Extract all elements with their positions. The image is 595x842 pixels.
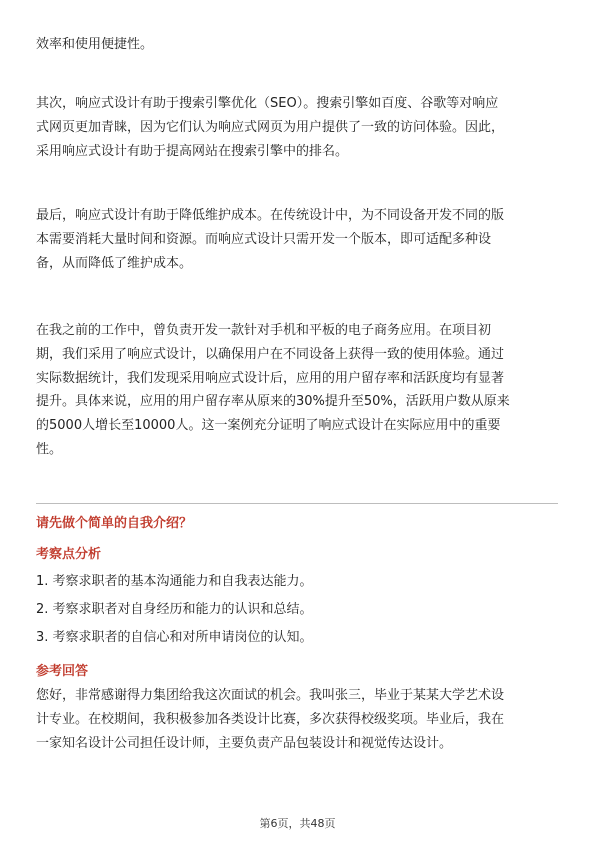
analysis-heading: 考察点分析: [36, 547, 102, 562]
answer-heading: 参考回答: [36, 664, 89, 679]
text-line: 计专业。在校期间，我积极参加各类设计比赛，多次获得校级奖项。毕业后，我在: [36, 711, 505, 727]
text-line: 提升。具体来说，应用的用户留存率从原来的30%提升至50%，活跃用户数从原来: [36, 394, 510, 410]
analysis-item: 3. 考察求职者的自信心和对所申请岗位的认知。: [36, 630, 313, 645]
text-line: 的5000人增长至10000人。这一案例充分证明了响应式设计在实际应用中的重要: [36, 418, 501, 434]
page-number: 第6页，共48页: [259, 817, 336, 830]
paragraph-seo: [36, 92, 558, 163]
text-line: 其次，响应式设计有助于搜索引擎优化（SEO）。搜索引擎如百度、谷歌等对响应: [36, 96, 499, 111]
section-divider: [36, 503, 558, 504]
text-line: 式网页更加青睐，因为它们认为响应式网页为用户提供了一致的访问体验。因此，: [36, 119, 505, 135]
text-line: 期，我们采用了响应式设计，以确保用户在不同设备上获得一致的使用体验。通过: [36, 346, 505, 362]
answer-paragraph: [36, 684, 558, 755]
paragraph-maintenance: [36, 204, 558, 275]
text-line: 一家知名设计公司担任设计师，主要负责产品包装设计和视觉传达设计。: [36, 735, 453, 751]
text-line: 本需要消耗大量时间和资源。而响应式设计只需开发一个版本，即可适配多种设: [36, 231, 492, 247]
text-line: 您好，非常感谢得力集团给我这次面试的机会。我叫张三，毕业于某某大学艺术设: [36, 688, 505, 703]
analysis-item: 1. 考察求职者的基本沟通能力和自我表达能力。: [36, 574, 313, 589]
text-line: 在我之前的工作中，曾负责开发一款针对手机和平板的电子商务应用。在项目初: [36, 323, 492, 338]
question-title: 请先做个简单的自我介绍？: [36, 516, 193, 531]
text-line: 性。: [36, 441, 63, 457]
text-line: 效率和使用便捷性。: [36, 37, 154, 52]
text-line: 最后，响应式设计有助于降低维护成本。在传统设计中，为不同设备开发不同的版: [36, 208, 505, 223]
analysis-item: 2. 考察求职者对自身经历和能力的认识和总结。: [36, 602, 313, 617]
text-line: 实际数据统计，我们发现采用响应式设计后，应用的用户留存率和活跃度均有显著: [36, 370, 505, 386]
text-line: 采用响应式设计有助于提高网站在搜索引擎中的排名。: [36, 143, 349, 159]
paragraph-intro-tail: [36, 33, 558, 57]
paragraph-case-study: [36, 319, 558, 462]
text-line: 备，从而降低了维护成本。: [36, 255, 193, 271]
